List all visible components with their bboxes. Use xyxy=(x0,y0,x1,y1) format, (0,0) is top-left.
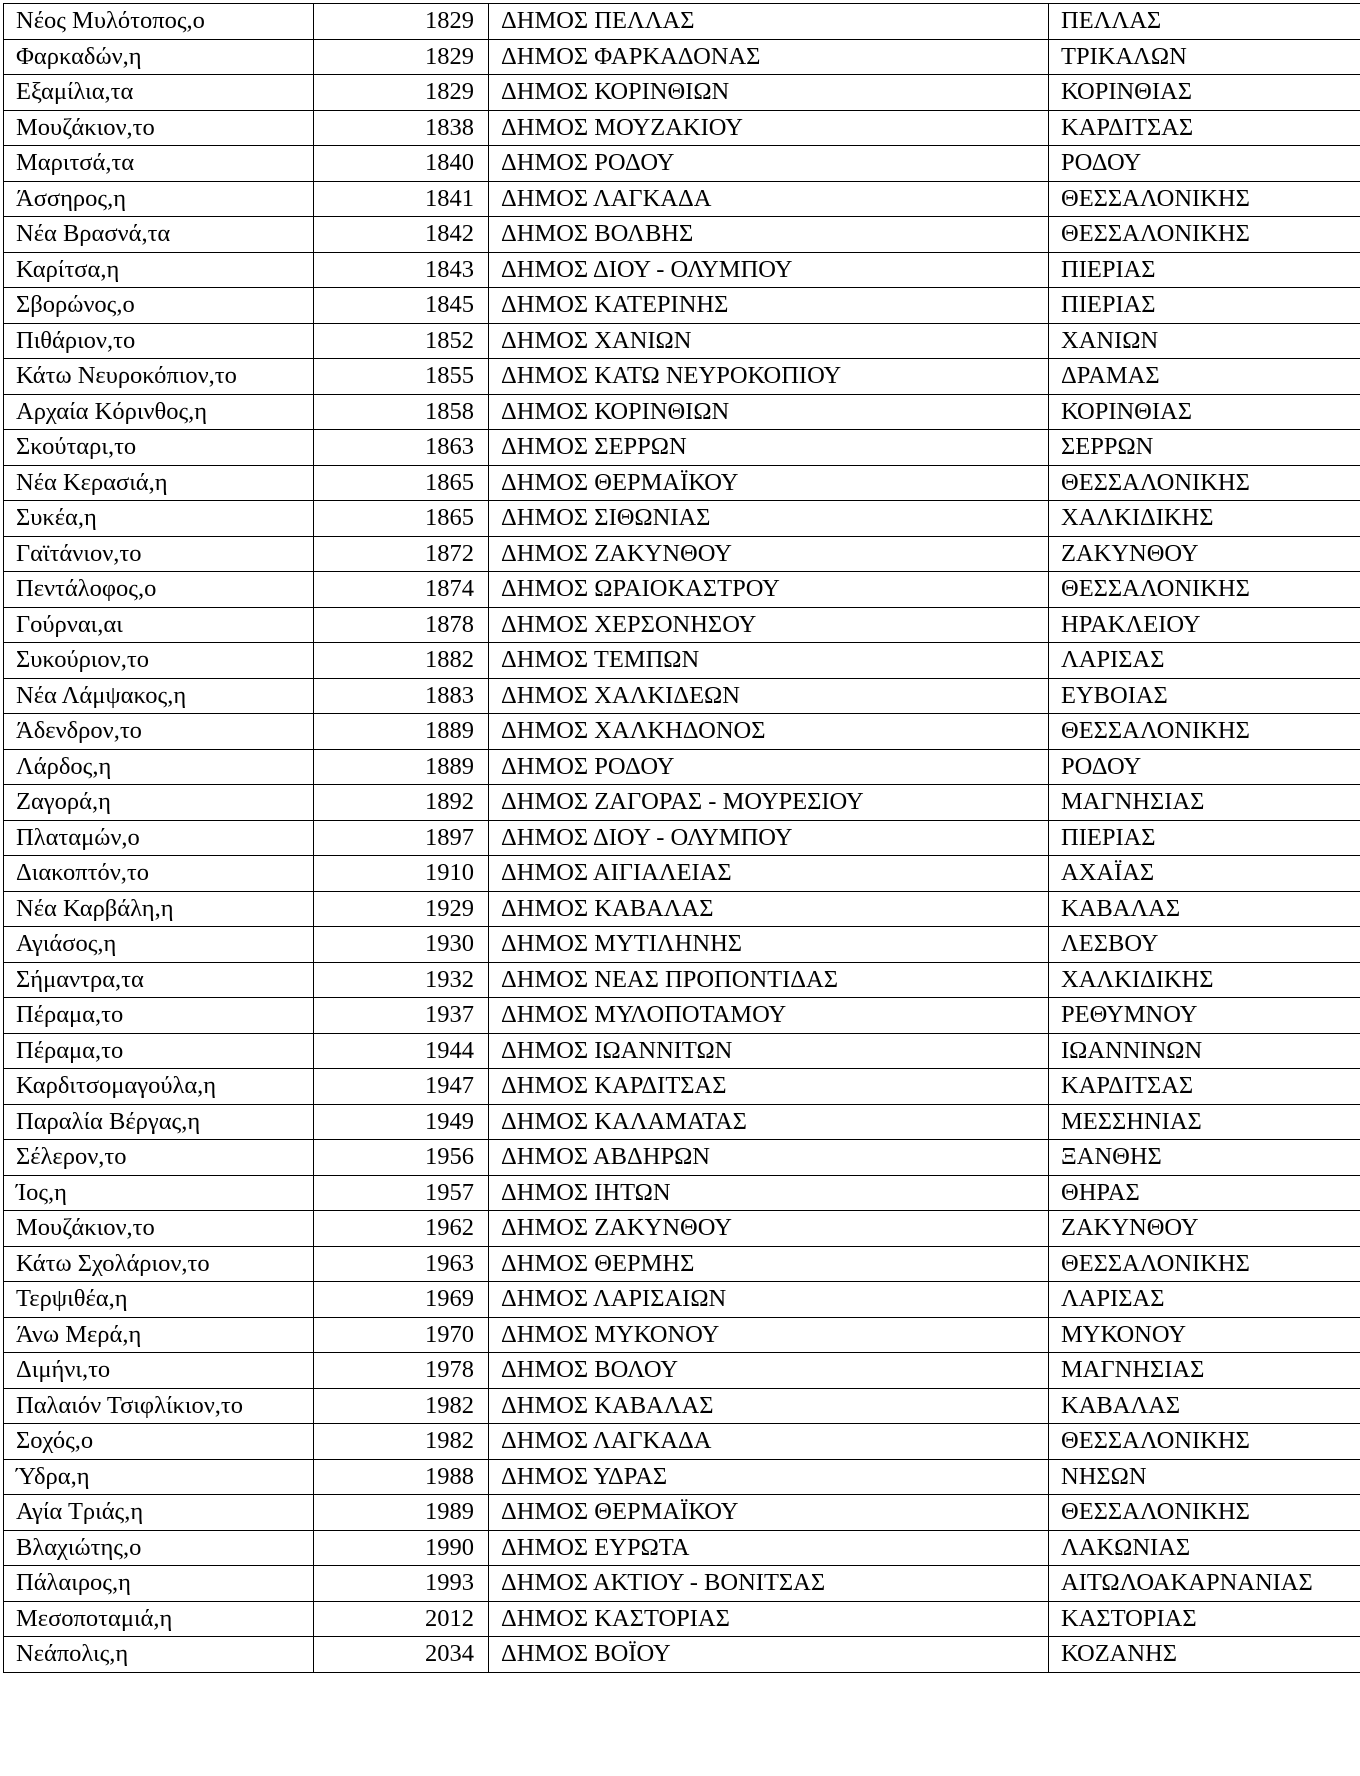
municipality-cell: ΔΗΜΟΣ ΔΙΟΥ - ΟΛΥΜΠΟΥ xyxy=(489,820,1049,856)
table-row xyxy=(4,678,1360,714)
municipality-cell: ΔΗΜΟΣ ΣΕΡΡΩΝ xyxy=(489,430,1049,466)
prefecture-cell: ΕΥΒΟΙΑΣ xyxy=(1049,678,1360,714)
municipality-cell: ΔΗΜΟΣ ΥΔΡΑΣ xyxy=(489,1459,1049,1495)
village-cell: Πεντάλοφος,ο xyxy=(4,572,314,608)
table-row xyxy=(4,1317,1360,1353)
year-cell: 1947 xyxy=(314,1069,489,1105)
year-cell: 1829 xyxy=(314,75,489,111)
year-cell: 1865 xyxy=(314,465,489,501)
prefecture-cell: ΚΑΒΑΛΑΣ xyxy=(1049,1388,1360,1424)
table-row xyxy=(4,1495,1360,1531)
prefecture-cell: ΤΡΙΚΑΛΩΝ xyxy=(1049,39,1360,75)
table-row xyxy=(4,1282,1360,1318)
table-row xyxy=(4,1459,1360,1495)
municipality-cell: ΔΗΜΟΣ ΔΙΟΥ - ΟΛΥΜΠΟΥ xyxy=(489,252,1049,288)
table-row xyxy=(4,1104,1360,1140)
prefecture-cell: ΛΑΚΩΝΙΑΣ xyxy=(1049,1530,1360,1566)
municipality-cell: ΔΗΜΟΣ ΘΕΡΜΑΪΚΟΥ xyxy=(489,1495,1049,1531)
village-cell: Παλαιόν Τσιφλίκιον,το xyxy=(4,1388,314,1424)
municipality-cell: ΔΗΜΟΣ ΩΡΑΙΟΚΑΣΤΡΟΥ xyxy=(489,572,1049,608)
prefecture-cell: ΠΙΕΡΙΑΣ xyxy=(1049,820,1360,856)
village-cell: Πλαταμών,ο xyxy=(4,820,314,856)
municipality-cell: ΔΗΜΟΣ ΛΑΓΚΑΔΑ xyxy=(489,181,1049,217)
prefecture-cell: ΜΥΚΟΝΟΥ xyxy=(1049,1317,1360,1353)
year-cell: 1878 xyxy=(314,607,489,643)
prefecture-cell: ΛΑΡΙΣΑΣ xyxy=(1049,1282,1360,1318)
table-row xyxy=(4,998,1360,1034)
prefecture-cell: ΠΙΕΡΙΑΣ xyxy=(1049,288,1360,324)
municipality-cell: ΔΗΜΟΣ ΙΩΑΝΝΙΤΩΝ xyxy=(489,1033,1049,1069)
year-cell: 1949 xyxy=(314,1104,489,1140)
municipality-cell: ΔΗΜΟΣ ΖΑΚΥΝΘΟΥ xyxy=(489,1211,1049,1247)
village-cell: Γούρναι,αι xyxy=(4,607,314,643)
prefecture-cell: ΖΑΚΥΝΘΟΥ xyxy=(1049,536,1360,572)
village-cell: Άδενδρον,το xyxy=(4,714,314,750)
village-cell: Αγιάσος,η xyxy=(4,927,314,963)
municipality-cell: ΔΗΜΟΣ ΚΟΡΙΝΘΙΩΝ xyxy=(489,75,1049,111)
municipality-cell: ΔΗΜΟΣ ΜΥΚΟΝΟΥ xyxy=(489,1317,1049,1353)
village-cell: Πέραμα,το xyxy=(4,998,314,1034)
prefecture-cell: ΘΕΣΣΑΛΟΝΙΚΗΣ xyxy=(1049,465,1360,501)
year-cell: 1989 xyxy=(314,1495,489,1531)
municipality-cell: ΔΗΜΟΣ ΚΑΡΔΙΤΣΑΣ xyxy=(489,1069,1049,1105)
prefecture-cell: ΚΑΡΔΙΤΣΑΣ xyxy=(1049,1069,1360,1105)
year-cell: 1990 xyxy=(314,1530,489,1566)
prefecture-cell: ΧΑΛΚΙΔΙΚΗΣ xyxy=(1049,962,1360,998)
village-cell: Κάτω Σχολάριον,το xyxy=(4,1246,314,1282)
village-cell: Νέα Καρβάλη,η xyxy=(4,891,314,927)
year-cell: 1852 xyxy=(314,323,489,359)
year-cell: 2034 xyxy=(314,1637,489,1673)
table-row xyxy=(4,643,1360,679)
year-cell: 1993 xyxy=(314,1566,489,1602)
village-cell: Σκούταρι,το xyxy=(4,430,314,466)
municipality-cell: ΔΗΜΟΣ ΑΙΓΙΑΛΕΙΑΣ xyxy=(489,856,1049,892)
prefecture-cell: ΝΗΣΩΝ xyxy=(1049,1459,1360,1495)
village-cell: Λάρδος,η xyxy=(4,749,314,785)
municipality-cell: ΔΗΜΟΣ ΜΥΛΟΠΟΤΑΜΟΥ xyxy=(489,998,1049,1034)
table-row xyxy=(4,1424,1360,1460)
village-cell: Μουζάκιον,το xyxy=(4,110,314,146)
municipality-cell: ΔΗΜΟΣ ΚΑΒΑΛΑΣ xyxy=(489,1388,1049,1424)
table-row xyxy=(4,359,1360,395)
municipality-cell: ΔΗΜΟΣ ΡΟΔΟΥ xyxy=(489,749,1049,785)
table-row xyxy=(4,749,1360,785)
prefecture-cell: ΘΗΡΑΣ xyxy=(1049,1175,1360,1211)
village-cell: Άσσηρος,η xyxy=(4,181,314,217)
year-cell: 1874 xyxy=(314,572,489,608)
year-cell: 2012 xyxy=(314,1601,489,1637)
municipality-cell: ΔΗΜΟΣ ΒΟΛΒΗΣ xyxy=(489,217,1049,253)
year-cell: 1956 xyxy=(314,1140,489,1176)
year-cell: 1843 xyxy=(314,252,489,288)
year-cell: 1883 xyxy=(314,678,489,714)
village-cell: Άνω Μερά,η xyxy=(4,1317,314,1353)
village-cell: Αρχαία Κόρινθος,η xyxy=(4,394,314,430)
year-cell: 1865 xyxy=(314,501,489,537)
year-cell: 1963 xyxy=(314,1246,489,1282)
year-cell: 1840 xyxy=(314,146,489,182)
municipality-cell: ΔΗΜΟΣ ΙΗΤΩΝ xyxy=(489,1175,1049,1211)
table-row xyxy=(4,252,1360,288)
prefecture-cell: ΘΕΣΣΑΛΟΝΙΚΗΣ xyxy=(1049,217,1360,253)
table-row xyxy=(4,465,1360,501)
year-cell: 1910 xyxy=(314,856,489,892)
municipality-cell: ΔΗΜΟΣ ΚΟΡΙΝΘΙΩΝ xyxy=(489,394,1049,430)
table-row xyxy=(4,856,1360,892)
village-cell: Καρδιτσομαγούλα,η xyxy=(4,1069,314,1105)
year-cell: 1897 xyxy=(314,820,489,856)
municipality-cell: ΔΗΜΟΣ ΚΑΒΑΛΑΣ xyxy=(489,891,1049,927)
table-row xyxy=(4,75,1360,111)
table-row xyxy=(4,1601,1360,1637)
village-cell: Διακοπτόν,το xyxy=(4,856,314,892)
year-cell: 1842 xyxy=(314,217,489,253)
year-cell: 1932 xyxy=(314,962,489,998)
table-row xyxy=(4,394,1360,430)
village-cell: Ίος,η xyxy=(4,1175,314,1211)
village-cell: Πάλαιρος,η xyxy=(4,1566,314,1602)
village-cell: Συκούριον,το xyxy=(4,643,314,679)
village-cell: Καρίτσα,η xyxy=(4,252,314,288)
table-row xyxy=(4,430,1360,466)
municipality-cell: ΔΗΜΟΣ ΚΑΣΤΟΡΙΑΣ xyxy=(489,1601,1049,1637)
table-body xyxy=(4,4,1360,1673)
municipality-cell: ΔΗΜΟΣ ΚΑΤΕΡΙΝΗΣ xyxy=(489,288,1049,324)
table-row xyxy=(4,1637,1360,1673)
table-row xyxy=(4,536,1360,572)
prefecture-cell: ΠΙΕΡΙΑΣ xyxy=(1049,252,1360,288)
municipality-cell: ΔΗΜΟΣ ΧΕΡΣΟΝΗΣΟΥ xyxy=(489,607,1049,643)
village-cell: Πιθάριον,το xyxy=(4,323,314,359)
table-row xyxy=(4,1388,1360,1424)
village-cell: Γαϊτάνιον,το xyxy=(4,536,314,572)
municipality-cell: ΔΗΜΟΣ ΚΑΛΑΜΑΤΑΣ xyxy=(489,1104,1049,1140)
village-cell: Βλαχιώτης,ο xyxy=(4,1530,314,1566)
prefecture-cell: ΡΟΔΟΥ xyxy=(1049,749,1360,785)
prefecture-cell: ΜΕΣΣΗΝΙΑΣ xyxy=(1049,1104,1360,1140)
municipality-cell: ΔΗΜΟΣ ΒΟΪΟΥ xyxy=(489,1637,1049,1673)
table-row xyxy=(4,891,1360,927)
prefecture-cell: ΞΑΝΘΗΣ xyxy=(1049,1140,1360,1176)
year-cell: 1982 xyxy=(314,1424,489,1460)
village-cell: Κάτω Νευροκόπιον,το xyxy=(4,359,314,395)
village-cell: Φαρκαδών,η xyxy=(4,39,314,75)
table-row xyxy=(4,785,1360,821)
year-cell: 1858 xyxy=(314,394,489,430)
prefecture-cell: ΘΕΣΣΑΛΟΝΙΚΗΣ xyxy=(1049,1424,1360,1460)
village-cell: Σοχός,ο xyxy=(4,1424,314,1460)
year-cell: 1841 xyxy=(314,181,489,217)
municipality-cell: ΔΗΜΟΣ ΤΕΜΠΩΝ xyxy=(489,643,1049,679)
municipality-cell: ΔΗΜΟΣ ΜΥΤΙΛΗΝΗΣ xyxy=(489,927,1049,963)
municipality-cell: ΔΗΜΟΣ ΜΟΥΖΑΚΙΟΥ xyxy=(489,110,1049,146)
year-cell: 1962 xyxy=(314,1211,489,1247)
prefecture-cell: ΠΕΛΛΑΣ xyxy=(1049,4,1360,40)
prefecture-cell: ΖΑΚΥΝΘΟΥ xyxy=(1049,1211,1360,1247)
village-cell: Παραλία Βέργας,η xyxy=(4,1104,314,1140)
municipality-cell: ΔΗΜΟΣ ΧΑΛΚΙΔΕΩΝ xyxy=(489,678,1049,714)
prefecture-cell: ΚΟΖΑΝΗΣ xyxy=(1049,1637,1360,1673)
municipality-cell: ΔΗΜΟΣ ΘΕΡΜΗΣ xyxy=(489,1246,1049,1282)
year-cell: 1929 xyxy=(314,891,489,927)
village-cell: Νεάπολις,η xyxy=(4,1637,314,1673)
prefecture-cell: ΚΑΣΤΟΡΙΑΣ xyxy=(1049,1601,1360,1637)
year-cell: 1838 xyxy=(314,110,489,146)
table-row xyxy=(4,1353,1360,1389)
prefecture-cell: ΘΕΣΣΑΛΟΝΙΚΗΣ xyxy=(1049,714,1360,750)
prefecture-cell: ΑΙΤΩΛΟΑΚΑΡΝΑΝΙΑΣ xyxy=(1049,1566,1360,1602)
village-cell: Αγία Τριάς,η xyxy=(4,1495,314,1531)
year-cell: 1892 xyxy=(314,785,489,821)
table-row xyxy=(4,714,1360,750)
municipality-cell: ΔΗΜΟΣ ΣΙΘΩΝΙΑΣ xyxy=(489,501,1049,537)
prefecture-cell: ΧΑΝΙΩΝ xyxy=(1049,323,1360,359)
municipality-cell: ΔΗΜΟΣ ΕΥΡΩΤΑ xyxy=(489,1530,1049,1566)
table-row xyxy=(4,927,1360,963)
table-row xyxy=(4,110,1360,146)
table-row xyxy=(4,217,1360,253)
prefecture-cell: ΛΕΣΒΟΥ xyxy=(1049,927,1360,963)
year-cell: 1889 xyxy=(314,714,489,750)
village-cell: Τερψιθέα,η xyxy=(4,1282,314,1318)
municipality-cell: ΔΗΜΟΣ ΛΑΡΙΣΑΙΩΝ xyxy=(489,1282,1049,1318)
year-cell: 1872 xyxy=(314,536,489,572)
prefecture-cell: ΚΑΒΑΛΑΣ xyxy=(1049,891,1360,927)
municipality-cell: ΔΗΜΟΣ ΠΕΛΛΑΣ xyxy=(489,4,1049,40)
prefecture-cell: ΘΕΣΣΑΛΟΝΙΚΗΣ xyxy=(1049,1246,1360,1282)
table-row xyxy=(4,1211,1360,1247)
prefecture-cell: ΑΧΑΪΑΣ xyxy=(1049,856,1360,892)
prefecture-cell: ΣΕΡΡΩΝ xyxy=(1049,430,1360,466)
year-cell: 1988 xyxy=(314,1459,489,1495)
village-cell: Νέα Βρασνά,τα xyxy=(4,217,314,253)
village-cell: Διμήνι,το xyxy=(4,1353,314,1389)
table-row xyxy=(4,572,1360,608)
year-cell: 1970 xyxy=(314,1317,489,1353)
municipality-cell: ΔΗΜΟΣ ΦΑΡΚΑΔΟΝΑΣ xyxy=(489,39,1049,75)
year-cell: 1829 xyxy=(314,4,489,40)
prefecture-cell: ΧΑΛΚΙΔΙΚΗΣ xyxy=(1049,501,1360,537)
municipality-cell: ΔΗΜΟΣ ΝΕΑΣ ΠΡΟΠΟΝΤΙΔΑΣ xyxy=(489,962,1049,998)
municipality-cell: ΔΗΜΟΣ ΒΟΛΟΥ xyxy=(489,1353,1049,1389)
year-cell: 1855 xyxy=(314,359,489,395)
year-cell: 1863 xyxy=(314,430,489,466)
table-row xyxy=(4,820,1360,856)
village-cell: Μουζάκιον,το xyxy=(4,1211,314,1247)
year-cell: 1882 xyxy=(314,643,489,679)
village-cell: Ζαγορά,η xyxy=(4,785,314,821)
table-row xyxy=(4,962,1360,998)
table-row xyxy=(4,1566,1360,1602)
year-cell: 1957 xyxy=(314,1175,489,1211)
village-cell: Σήμαντρα,τα xyxy=(4,962,314,998)
prefecture-cell: ΛΑΡΙΣΑΣ xyxy=(1049,643,1360,679)
year-cell: 1982 xyxy=(314,1388,489,1424)
village-cell: Νέος Μυλότοπος,ο xyxy=(4,4,314,40)
table-row xyxy=(4,1033,1360,1069)
year-cell: 1889 xyxy=(314,749,489,785)
table-row xyxy=(4,1246,1360,1282)
village-cell: Σέλερον,το xyxy=(4,1140,314,1176)
municipality-cell: ΔΗΜΟΣ ΛΑΓΚΑΔΑ xyxy=(489,1424,1049,1460)
village-cell: Εξαμίλια,τα xyxy=(4,75,314,111)
village-cell: Νέα Κερασιά,η xyxy=(4,465,314,501)
table-row xyxy=(4,1530,1360,1566)
prefecture-cell: ΜΑΓΝΗΣΙΑΣ xyxy=(1049,1353,1360,1389)
municipality-cell: ΔΗΜΟΣ ΑΚΤΙΟΥ - ΒΟΝΙΤΣΑΣ xyxy=(489,1566,1049,1602)
prefecture-cell: ΘΕΣΣΑΛΟΝΙΚΗΣ xyxy=(1049,181,1360,217)
prefecture-cell: ΙΩΑΝΝΙΝΩΝ xyxy=(1049,1033,1360,1069)
village-cell: Ύδρα,η xyxy=(4,1459,314,1495)
table-row xyxy=(4,288,1360,324)
table-row xyxy=(4,146,1360,182)
municipality-cell: ΔΗΜΟΣ ΖΑΚΥΝΘΟΥ xyxy=(489,536,1049,572)
prefecture-cell: ΡΟΔΟΥ xyxy=(1049,146,1360,182)
table-row xyxy=(4,1175,1360,1211)
table-row xyxy=(4,39,1360,75)
village-cell: Μαριτσά,τα xyxy=(4,146,314,182)
prefecture-cell: ΚΑΡΔΙΤΣΑΣ xyxy=(1049,110,1360,146)
municipality-cell: ΔΗΜΟΣ ΧΑΝΙΩΝ xyxy=(489,323,1049,359)
year-cell: 1845 xyxy=(314,288,489,324)
table-row xyxy=(4,1140,1360,1176)
year-cell: 1944 xyxy=(314,1033,489,1069)
municipality-cell: ΔΗΜΟΣ ΘΕΡΜΑΪΚΟΥ xyxy=(489,465,1049,501)
village-cell: Πέραμα,το xyxy=(4,1033,314,1069)
prefecture-cell: ΚΟΡΙΝΘΙΑΣ xyxy=(1049,394,1360,430)
table-row xyxy=(4,607,1360,643)
year-cell: 1978 xyxy=(314,1353,489,1389)
prefecture-cell: ΘΕΣΣΑΛΟΝΙΚΗΣ xyxy=(1049,572,1360,608)
prefecture-cell: ΜΑΓΝΗΣΙΑΣ xyxy=(1049,785,1360,821)
year-cell: 1930 xyxy=(314,927,489,963)
year-cell: 1829 xyxy=(314,39,489,75)
year-cell: 1937 xyxy=(314,998,489,1034)
table-row xyxy=(4,501,1360,537)
prefecture-cell: ΔΡΑΜΑΣ xyxy=(1049,359,1360,395)
municipality-cell: ΔΗΜΟΣ ΑΒΔΗΡΩΝ xyxy=(489,1140,1049,1176)
municipality-cell: ΔΗΜΟΣ ΡΟΔΟΥ xyxy=(489,146,1049,182)
village-cell: Σβορώνος,ο xyxy=(4,288,314,324)
village-cell: Συκέα,η xyxy=(4,501,314,537)
table-row xyxy=(4,323,1360,359)
records-table xyxy=(3,3,1360,1673)
prefecture-cell: ΚΟΡΙΝΘΙΑΣ xyxy=(1049,75,1360,111)
municipality-cell: ΔΗΜΟΣ ΚΑΤΩ ΝΕΥΡΟΚΟΠΙΟΥ xyxy=(489,359,1049,395)
municipality-cell: ΔΗΜΟΣ ΖΑΓΟΡΑΣ - ΜΟΥΡΕΣΙΟΥ xyxy=(489,785,1049,821)
municipality-cell: ΔΗΜΟΣ ΧΑΛΚΗΔΟΝΟΣ xyxy=(489,714,1049,750)
table-row xyxy=(4,4,1360,40)
village-cell: Νέα Λάμψακος,η xyxy=(4,678,314,714)
prefecture-cell: ΗΡΑΚΛΕΙΟΥ xyxy=(1049,607,1360,643)
prefecture-cell: ΡΕΘΥΜΝΟΥ xyxy=(1049,998,1360,1034)
table-row xyxy=(4,1069,1360,1105)
year-cell: 1969 xyxy=(314,1282,489,1318)
prefecture-cell: ΘΕΣΣΑΛΟΝΙΚΗΣ xyxy=(1049,1495,1360,1531)
village-cell: Μεσοποταμιά,η xyxy=(4,1601,314,1637)
table-row xyxy=(4,181,1360,217)
